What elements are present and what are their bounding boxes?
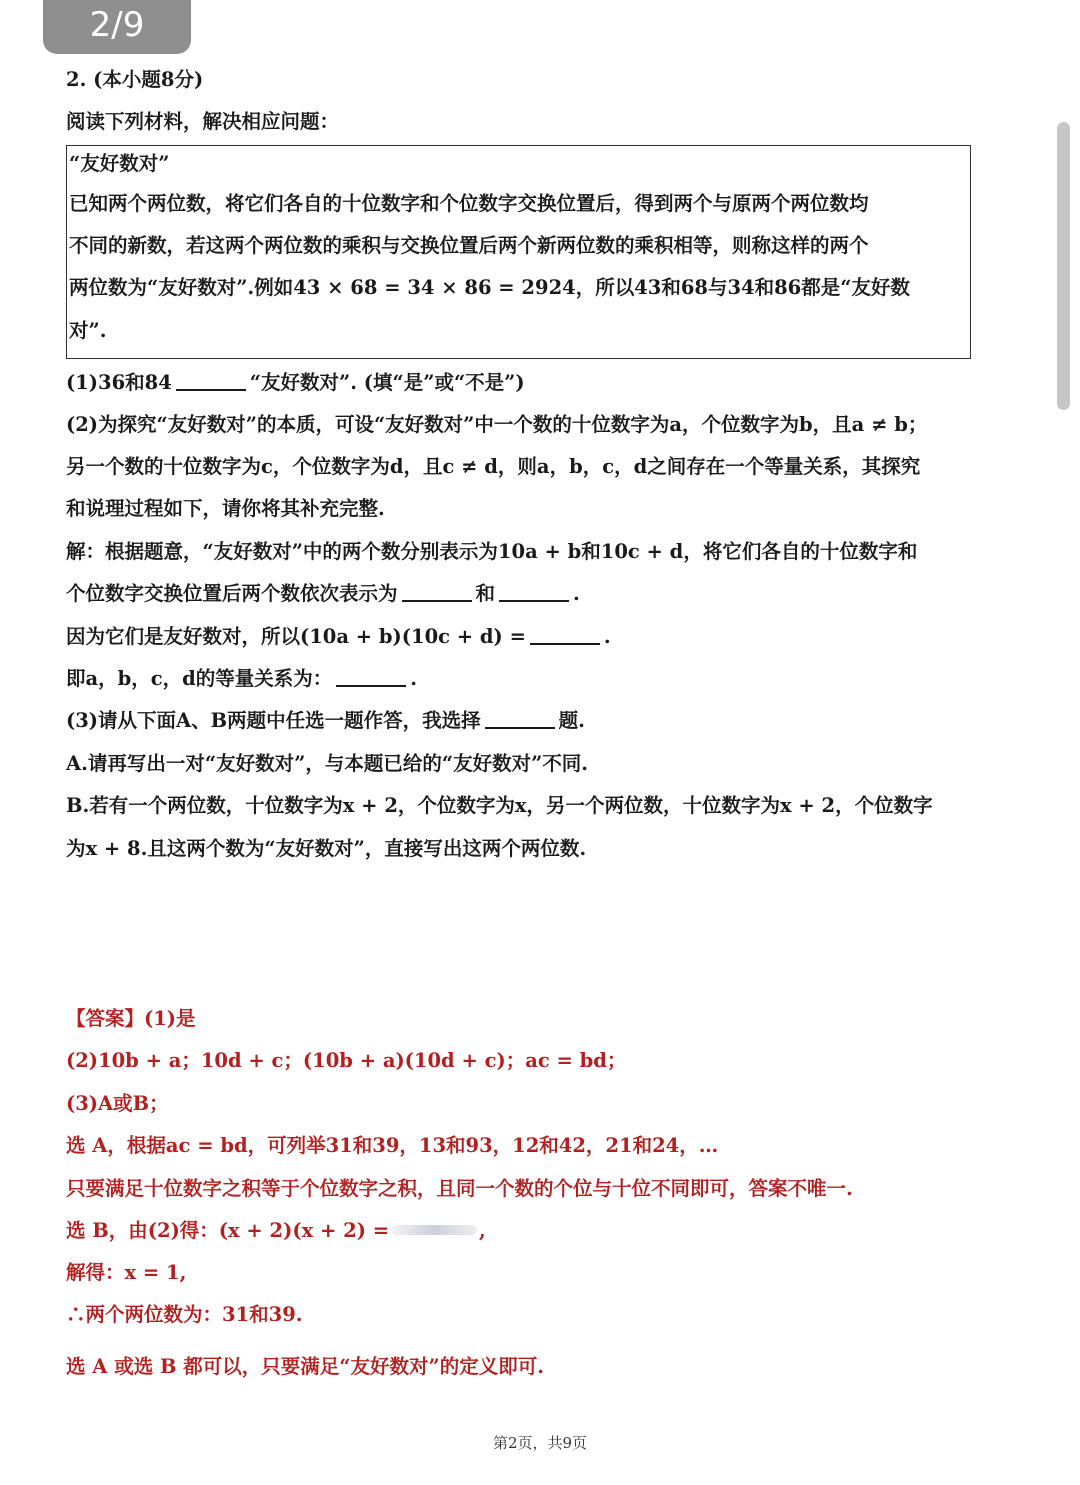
option-a: A.请再写出一对“友好数对”，与本题已给的“友好数对”不同.	[66, 752, 589, 775]
solution-text: 即a，b，c，d的等量关系为：	[66, 667, 333, 690]
part3-text: 题.	[558, 709, 585, 732]
material-line: 不同的新数，若这两个两位数的乘积与交换位置后两个新两位数的乘积相等，则称这样的两个	[69, 234, 869, 257]
solution-line	[66, 622, 611, 652]
answer-blank	[530, 625, 600, 645]
page-indicator: 2/9	[43, 0, 191, 54]
solution-line	[66, 664, 417, 694]
answer-blank	[402, 582, 472, 602]
material-line: 已知两个两位数，将它们各自的十位数字和个位数字交换位置后，得到两个与原两个两位数均	[69, 192, 869, 215]
answer-line: 解得：x = 1,	[66, 1261, 187, 1284]
scrollbar[interactable]	[1057, 122, 1070, 410]
option-b-line: 为x + 8.且这两个数为“友好数对”，直接写出这两个两位数.	[66, 837, 587, 860]
material-box	[66, 145, 971, 359]
answer-line: 选 A 或选 B 都可以，只要满足“友好数对”的定义即可.	[66, 1355, 544, 1378]
question-header: 2. (本小题8分)	[66, 68, 204, 91]
page-footer: 第2页，共9页	[492, 1434, 588, 1452]
answer-line: 选 A，根据ac = bd，可列举31和39，13和93，12和42，21和24，…	[66, 1134, 719, 1157]
solution-text: .	[410, 667, 418, 690]
answer-line: (2)10b + a；10d + c；(10b + a)(10d + c)；ac = bd；	[66, 1049, 627, 1072]
answer-blank	[176, 371, 246, 391]
answer-blank	[499, 582, 569, 602]
option-b-line: B.若有一个两位数，十位数字为x + 2，个位数字为x，另一个两位数，十位数字为x + 2，个位数字	[66, 794, 933, 817]
answer-line: ∴两个两位数为：31和39.	[66, 1303, 303, 1326]
part2-line: 和说理过程如下，请你将其补充完整.	[66, 497, 385, 520]
answer-text: 选 B，由(2)得：(x + 2)(x + 2) =	[66, 1219, 390, 1242]
part3	[66, 706, 585, 736]
answer-text: ,	[479, 1219, 486, 1242]
solution-text: 因为它们是友好数对，所以(10a + b)(10c + d) =	[66, 625, 526, 648]
solution-text: .	[573, 582, 580, 605]
solution-line	[66, 579, 580, 609]
solution-line: 解：根据题意，“友好数对”中的两个数分别表示为10a + b和10c + d，将它们各自的十位数字和	[66, 540, 918, 563]
part1	[66, 368, 525, 398]
answer-blank	[336, 667, 406, 687]
answer-line: 只要满足十位数字之积等于个位数字之积，且同一个数的个位与十位不同即可，答案不唯一.	[66, 1177, 853, 1200]
material-title: “友好数对”	[69, 152, 170, 175]
solution-text: 和	[475, 582, 496, 605]
solution-text: .	[603, 625, 611, 648]
answer-line: 【答案】(1)是	[66, 1007, 196, 1030]
question-instruction: 阅读下列材料，解决相应问题：	[66, 110, 340, 133]
answer-line: (3)A或B；	[66, 1092, 169, 1115]
part3-text: (3)请从下面A、B两题中任选一题作答，我选择	[66, 709, 481, 732]
part2-line: (2)为探究“友好数对”的本质，可设“友好数对”中一个数的十位数字为a，个位数字为b，且a ≠ b；	[66, 413, 928, 436]
material-line: 对”.	[69, 319, 107, 342]
part1-text: “友好数对”. (填“是”或“不是”)	[249, 371, 525, 394]
part1-text: (1)36和84	[66, 371, 172, 394]
solution-text: 个位数字交换位置后两个数依次表示为	[66, 582, 398, 605]
answer-blank	[485, 709, 555, 729]
answer-line	[66, 1216, 486, 1246]
part2-line: 另一个数的十位数字为c，个位数字为d，且c ≠ d，则a，b，c，d之间存在一个等量关系，其探究	[66, 455, 921, 478]
blurred-redaction	[391, 1225, 477, 1235]
material-line: 两位数为“友好数对”.例如43 × 68 = 34 × 86 = 2924，所以43和68与34和86都是“友好数	[69, 276, 910, 299]
